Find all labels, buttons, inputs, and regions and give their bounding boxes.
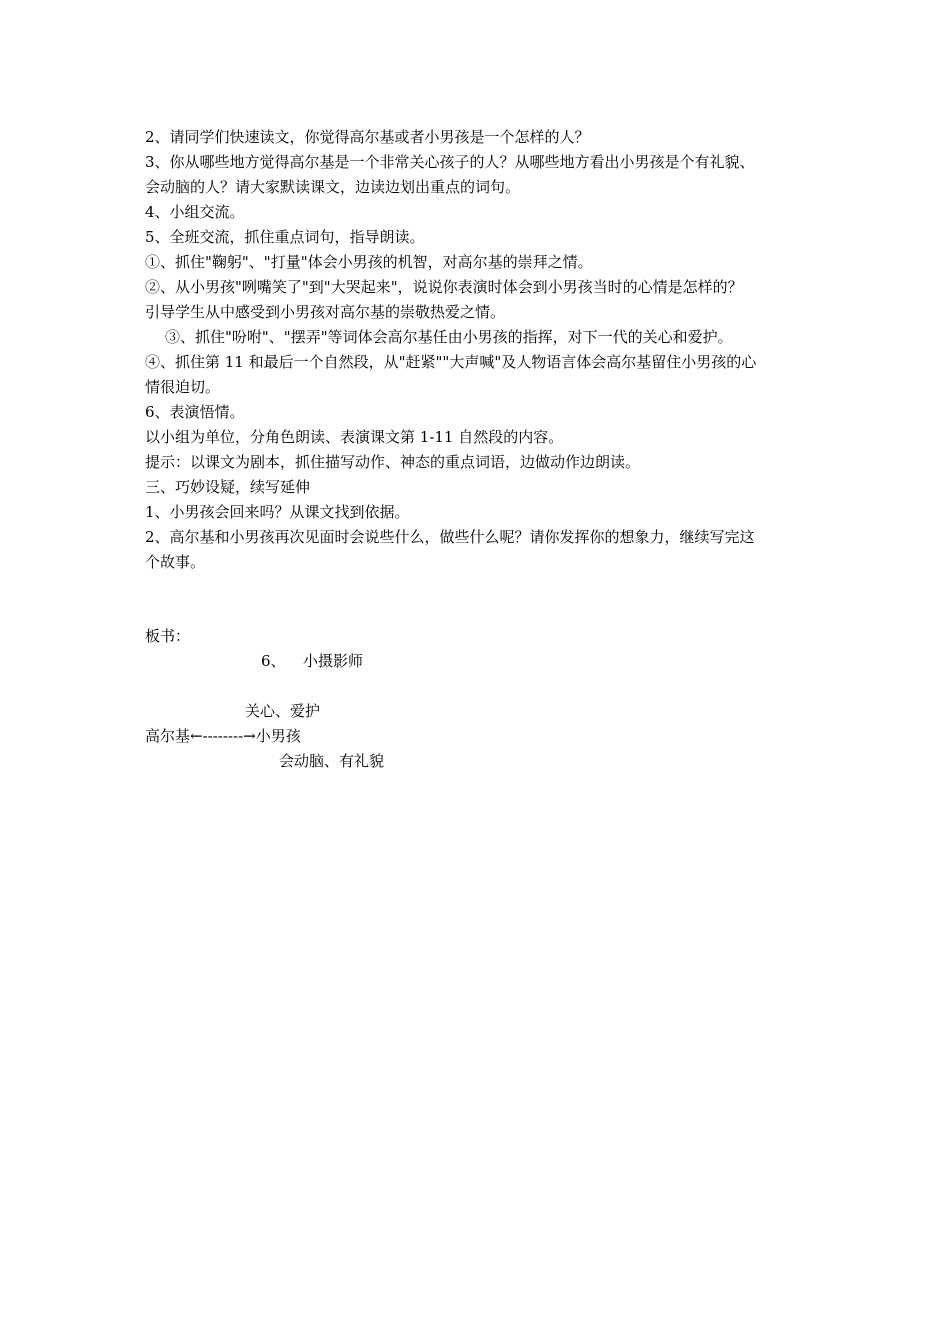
- paragraph-line: 6、表演悟情。: [145, 403, 245, 421]
- relation-row: [145, 724, 301, 749]
- board-label: 板书：: [145, 627, 191, 645]
- paragraph-line: ②、从小男孩"咧嘴笑了"到"大哭起来"，说说你表演时体会到小男孩当时的心情是怎样的？: [145, 278, 743, 296]
- paragraph-line: 引导学生从中感受到小男孩对高尔基的崇敬热爱之情。: [145, 303, 506, 321]
- lesson-plan-body: [145, 125, 835, 575]
- paragraph-line: ①、抓住"鞠躬"、"打量"体会小男孩的机智，对高尔基的崇拜之情。: [145, 253, 593, 271]
- paragraph-line: 3、你从哪些地方觉得高尔基是一个非常关心孩子的人？从哪些地方看出小男孩是个有礼貌、: [145, 153, 755, 171]
- paragraph-line: 5、全班交流，抓住重点词句，指导朗读。: [145, 228, 425, 246]
- left-person: 高尔基: [145, 727, 191, 745]
- paragraph-line: 2、请同学们快速读文，你觉得高尔基或者小男孩是一个怎样的人？: [145, 128, 590, 146]
- lesson-title: 小摄影师: [303, 652, 364, 670]
- paragraph-line: 提示：以课文为剧本，抓住描写动作、神态的重点词语，边做动作边朗读。: [145, 453, 641, 471]
- paragraph-line: ③、抓住"吩咐"、"摆弄"等词体会高尔基任由小男孩的指挥，对下一代的关心和爱护。: [165, 328, 733, 346]
- paragraph-line: 1、小男孩会回来吗？从课文找到依据。: [145, 503, 410, 521]
- section-heading: 三、巧妙设疑，续写延伸: [145, 478, 311, 496]
- relation-top: 关心、爱护: [245, 702, 321, 720]
- right-person: 小男孩: [255, 727, 301, 745]
- paragraph-line: 个故事。: [145, 553, 206, 571]
- paragraph-line: 以小组为单位，分角色朗读、表演课文第 1-11 自然段的内容。: [145, 428, 564, 446]
- relation-bottom: 会动脑、有礼貌: [279, 752, 385, 770]
- paragraph-line: 情很迫切。: [145, 378, 221, 396]
- double-arrow-icon: ←--------→: [190, 727, 256, 745]
- paragraph-line: 2、高尔基和小男孩再次见面时会说些什么，做些什么呢？请你发挥你的想象力，继续写完这: [145, 528, 755, 546]
- paragraph-line: ④、抓住第 11 和最后一个自然段，从"赶紧""大声喊"及人物语言体会高尔基留住小男孩的心: [145, 353, 757, 371]
- paragraph-line: 4、小组交流。: [145, 203, 245, 221]
- paragraph-line: 会动脑的人？请大家默读课文，边读边划出重点的词句。: [145, 178, 521, 196]
- lesson-number: 6、: [261, 652, 286, 670]
